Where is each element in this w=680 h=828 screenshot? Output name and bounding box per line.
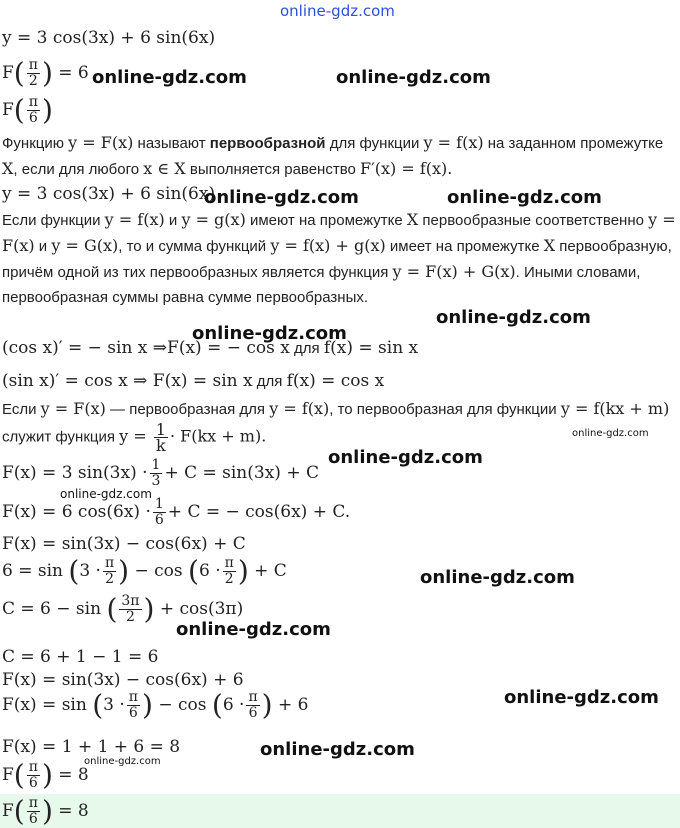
- line-result-sum: F(x) = 1 + 1 + 6 = 8: [2, 737, 181, 757]
- F-symbol: F: [2, 63, 14, 83]
- watermark: online-gdz.com: [504, 687, 659, 708]
- answer-highlight: [0, 794, 680, 828]
- line-function-repeat: y = 3 cos(3x) + 6 sin(6x): [2, 184, 216, 204]
- line-C-expression: C = 6 − sin ( $\frac{3\pi}{2}$ ) + cos(3π): [2, 592, 244, 626]
- line-F-pi-6-result: F( $\frac{\pi}{6}$ ) = 8: [2, 758, 89, 792]
- line-particular-antiderivative: F(x) = sin(3x) − cos(6x) + 6: [2, 670, 244, 690]
- linear-rule-paragraph: Если y = F(x) — первообразная для y = f(x), то первообразная для функции y = f(kx + m) служит функция y = $\frac{1}{k}$ · F(kx + m).: [2, 399, 670, 455]
- watermark: online-gdz.com: [328, 447, 483, 468]
- value: = 6: [58, 63, 89, 83]
- watermark: online-gdz.com: [176, 619, 331, 640]
- line-antiderivative-2: F(x) = 6 cos(6x) · $\frac{1}{6}$ + C = − cos(6x) + C.: [2, 496, 351, 528]
- sum-rule-paragraph: Если функции y = f(x) и y = g(x) имеют на промежутке X первообразные соответственно y = F(x) и y = G(x), то и сумма функций y = f(x) + g(x) имеет на промежутке X первообразную, причём одной из тих первообразных является функция y = F(x) + G(x). Иными словами, первообразная суммы равна сумме первообразных.: [2, 210, 676, 306]
- watermark: online-gdz.com: [420, 567, 575, 588]
- line-F-pi-2: F( $\frac{\pi}{2}$ ) = 6: [2, 56, 89, 90]
- line-substitution: 6 = sin (3 · $\frac{\pi}{2}$ ) − cos (6 · $\frac{\pi}{2}$ ) + C: [2, 554, 287, 588]
- line-evaluate: F(x) = sin (3 · $\frac{\pi}{6}$ ) − cos (6 · $\frac{\pi}{6}$ ) + 6: [2, 688, 309, 722]
- line-antiderivative-1: F(x) = 3 sin(3x) · $\frac{1}{3}$ + C = sin(3x) + C: [2, 457, 319, 489]
- line-function: y = 3 cos(3x) + 6 sin(6x): [2, 28, 216, 48]
- frac-den: 2: [28, 73, 38, 89]
- line-general-antiderivative: F(x) = sin(3x) − cos(6x) + C: [2, 534, 246, 554]
- watermark: online-gdz.com: [60, 487, 152, 501]
- watermark-top: online-gdz.com: [280, 2, 395, 20]
- line-sin-derivative: (sin x)′ = cos x ⇒ F(x) = sin x для f(x) = cos x: [2, 371, 385, 391]
- watermark: online-gdz.com: [204, 187, 359, 208]
- watermark: online-gdz.com: [260, 739, 415, 760]
- watermark: online-gdz.com: [447, 187, 602, 208]
- frac-num: π: [28, 94, 38, 110]
- F-symbol: F: [2, 100, 14, 120]
- watermark: online-gdz.com: [92, 67, 247, 88]
- watermark: online-gdz.com: [336, 67, 491, 88]
- line-C-value: C = 6 + 1 − 1 = 6: [2, 647, 159, 667]
- watermark: online-gdz.com: [572, 428, 649, 439]
- frac-num: 1: [155, 420, 166, 439]
- definition-paragraph: Функцию y = F(x) называют первообразной для функции y = f(x) на заданном промежутке X, если для любого x ∈ X выполняется равенство F′(x) = f(x).: [2, 133, 664, 178]
- answer-line: F( $\frac{\pi}{6}$ ) = 8: [2, 794, 89, 828]
- line-F-pi-6: F( $\frac{\pi}{6}$ ): [2, 93, 53, 127]
- watermark: online-gdz.com: [192, 323, 347, 344]
- frac-num: π: [28, 57, 38, 73]
- frac-den: 6: [28, 110, 38, 126]
- watermark: online-gdz.com: [84, 756, 161, 767]
- frac-den: k: [156, 436, 166, 455]
- watermark: online-gdz.com: [436, 307, 591, 328]
- term-bold: первообразной: [209, 135, 326, 152]
- line-cos-derivative: (cos x)′ = − sin x ⇒F(x) = − cos x для f(x) = sin x: [2, 338, 419, 358]
